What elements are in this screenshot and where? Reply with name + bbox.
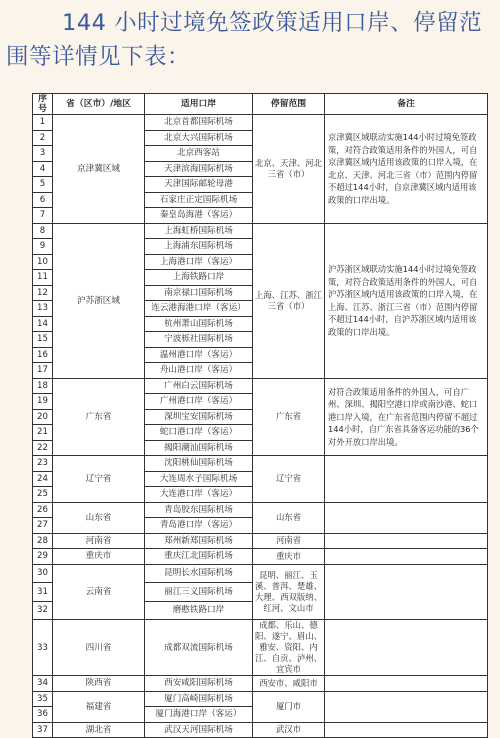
row-number: 12 [33,285,53,301]
stay-range-cell: 厦门市 [253,691,325,722]
stay-range-cell: 成都、乐山、德阳、遂宁、眉山、雅安、资阳、内江、自贡、泸州、宜宾市 [253,620,325,676]
port-cell: 南京禄口国际机场 [145,285,253,301]
port-cell: 舟山港口岸（客运） [145,363,253,379]
stay-range-cell: 河南省 [253,533,325,549]
row-number: 3 [33,146,53,162]
table-row [33,722,488,738]
remarks-cell: 对符合政策适用条件的外国人，可自广州、深圳、揭阳空港口岸或南沙港、蛇口港口岸入境，在广东省范围内停留不超过144小时，自广东省具备客运功能的36个对外开放口岸出境。 [325,378,488,456]
port-cell: 天津滨海国际机场 [145,161,253,177]
table-header-row [33,94,488,115]
port-cell: 揭阳潮汕国际机场 [145,440,253,456]
row-number: 16 [33,347,53,363]
row-number: 23 [33,456,53,472]
port-cell: 北京首都国际机场 [145,115,253,131]
header-region: 省（区市）/地区 [53,94,145,115]
row-number: 28 [33,533,53,549]
port-cell: 厦门高崎国际机场 [145,691,253,707]
table-row [33,502,488,518]
port-cell: 广州白云国际机场 [145,378,253,394]
row-number: 37 [33,722,53,738]
port-cell: 磨憨铁路口岸 [145,601,253,620]
row-number: 9 [33,239,53,255]
stay-range-cell: 上海、江苏、浙江三省（市） [253,223,325,378]
row-number: 22 [33,440,53,456]
region-cell: 福建省 [53,691,145,722]
port-cell: 成都双流国际机场 [145,620,253,676]
row-number: 17 [33,363,53,379]
region-cell: 陕西省 [53,676,145,692]
row-number: 35 [33,691,53,707]
port-cell: 北京西客站 [145,146,253,162]
remarks-cell [325,722,488,738]
port-cell: 连云港海港口岸（客运） [145,301,253,317]
port-cell: 昆明长水国际机场 [145,564,253,583]
port-cell: 郑州新郑国际机场 [145,533,253,549]
port-cell: 上海港口岸（客运） [145,254,253,270]
row-number: 20 [33,409,53,425]
policy-table [32,93,488,738]
remarks-cell [325,564,488,620]
port-cell: 石家庄正定国际机场 [145,192,253,208]
table-row [33,456,488,472]
region-cell: 辽宁省 [53,456,145,503]
remarks-cell [325,533,488,549]
stay-range-cell: 西安市、咸阳市 [253,676,325,692]
row-number: 10 [33,254,53,270]
port-cell: 上海虹桥国际机场 [145,223,253,239]
row-number: 21 [33,425,53,441]
table-row [33,115,488,131]
port-cell: 西安咸阳国际机场 [145,676,253,692]
port-cell: 青岛胶东国际机场 [145,502,253,518]
table-row [33,378,488,394]
region-cell: 四川省 [53,620,145,676]
region-cell: 广东省 [53,378,145,456]
stay-range-cell: 重庆市 [253,549,325,565]
region-cell: 京津冀区域 [53,115,145,224]
row-number: 2 [33,130,53,146]
row-number: 24 [33,471,53,487]
stay-range-cell: 武汉市 [253,722,325,738]
row-number: 25 [33,487,53,503]
port-cell: 上海铁路口岸 [145,270,253,286]
port-cell: 上海浦东国际机场 [145,239,253,255]
table-row [33,549,488,565]
port-cell: 蛇口港口岸（客运） [145,425,253,441]
stay-range-cell: 广东省 [253,378,325,456]
remarks-cell [325,620,488,676]
remarks-cell [325,549,488,565]
row-number: 36 [33,707,53,723]
port-cell: 重庆江北国际机场 [145,549,253,565]
region-cell: 云南省 [53,564,145,620]
port-cell: 天津国际邮轮母港 [145,177,253,193]
row-number: 5 [33,177,53,193]
row-number: 15 [33,332,53,348]
stay-range-cell: 山东省 [253,502,325,533]
remarks-cell: 京津冀区域联动实施144小时过境免签政策，对符合政策适用条件的外国人，可自京津冀区域内适用该政策的口岸入境，在北京、天津、河北三省（市）范围内停留不超过144小时，自京津冀区域内适用该政策的口岸出境。 [325,115,488,224]
row-number: 31 [33,583,53,602]
row-number: 34 [33,676,53,692]
port-cell: 广州港口岸（客运） [145,394,253,410]
header-number: 序号 [33,94,53,115]
table-row [33,620,488,676]
row-number: 30 [33,564,53,583]
stay-range-cell: 辽宁省 [253,456,325,503]
row-number: 7 [33,208,53,224]
row-number: 11 [33,270,53,286]
port-cell: 杭州萧山国际机场 [145,316,253,332]
row-number: 19 [33,394,53,410]
port-cell: 深圳宝安国际机场 [145,409,253,425]
row-number: 18 [33,378,53,394]
row-number: 4 [33,161,53,177]
port-cell: 丽江三义国际机场 [145,583,253,602]
port-cell: 温州港口岸（客运） [145,347,253,363]
region-cell: 沪苏浙区域 [53,223,145,378]
port-cell: 武汉天河国际机场 [145,722,253,738]
port-cell: 沈阳桃仙国际机场 [145,456,253,472]
table-row [33,223,488,239]
remarks-cell [325,502,488,533]
port-cell: 秦皇岛海港（客运） [145,208,253,224]
table-row [33,691,488,707]
header-remarks: 备注 [325,94,488,115]
policy-table-container [32,93,487,735]
table-body [33,115,488,738]
port-cell: 北京大兴国际机场 [145,130,253,146]
stay-range-cell: 昆明、丽江、玉溪、普洱、楚雄、大理、西双版纳、红河、文山市 [253,564,325,620]
page-heading [0,6,500,74]
heading-line-2: 围等详情见下表： [6,44,191,70]
row-number: 6 [33,192,53,208]
stay-range-cell: 北京、天津、河北三省（市） [253,115,325,224]
port-cell: 大连港口岸（客运） [145,487,253,503]
remarks-cell: 沪苏浙区域联动实施144小时过境免签政策，对符合政策适用条件的外国人，可自沪苏浙区域内适用该政策的口岸入境，在上海、江苏、浙江三省（市）范围内停留不超过144小时，自沪苏浙区域内适用该政策的口岸出境。 [325,223,488,378]
remarks-cell [325,676,488,692]
port-cell: 青岛港口岸（客运） [145,518,253,534]
table-row [33,564,488,583]
row-number: 14 [33,316,53,332]
table-row [33,676,488,692]
header-port: 适用口岸 [145,94,253,115]
row-number: 33 [33,620,53,676]
region-cell: 重庆市 [53,549,145,565]
region-cell: 山东省 [53,502,145,533]
header-stay-range: 停留范围 [253,94,325,115]
remarks-cell [325,691,488,722]
heading-line-1: 144 小时过境免签政策适用口岸、停留范 [62,10,483,36]
row-number: 13 [33,301,53,317]
row-number: 32 [33,601,53,620]
region-cell: 湖北省 [53,722,145,738]
row-number: 27 [33,518,53,534]
row-number: 8 [33,223,53,239]
row-number: 26 [33,502,53,518]
port-cell: 厦门海港口岸（客运） [145,707,253,723]
table-row [33,533,488,549]
port-cell: 宁波栎社国际机场 [145,332,253,348]
region-cell: 河南省 [53,533,145,549]
row-number: 1 [33,115,53,131]
remarks-cell [325,456,488,503]
port-cell: 大连周水子国际机场 [145,471,253,487]
row-number: 29 [33,549,53,565]
